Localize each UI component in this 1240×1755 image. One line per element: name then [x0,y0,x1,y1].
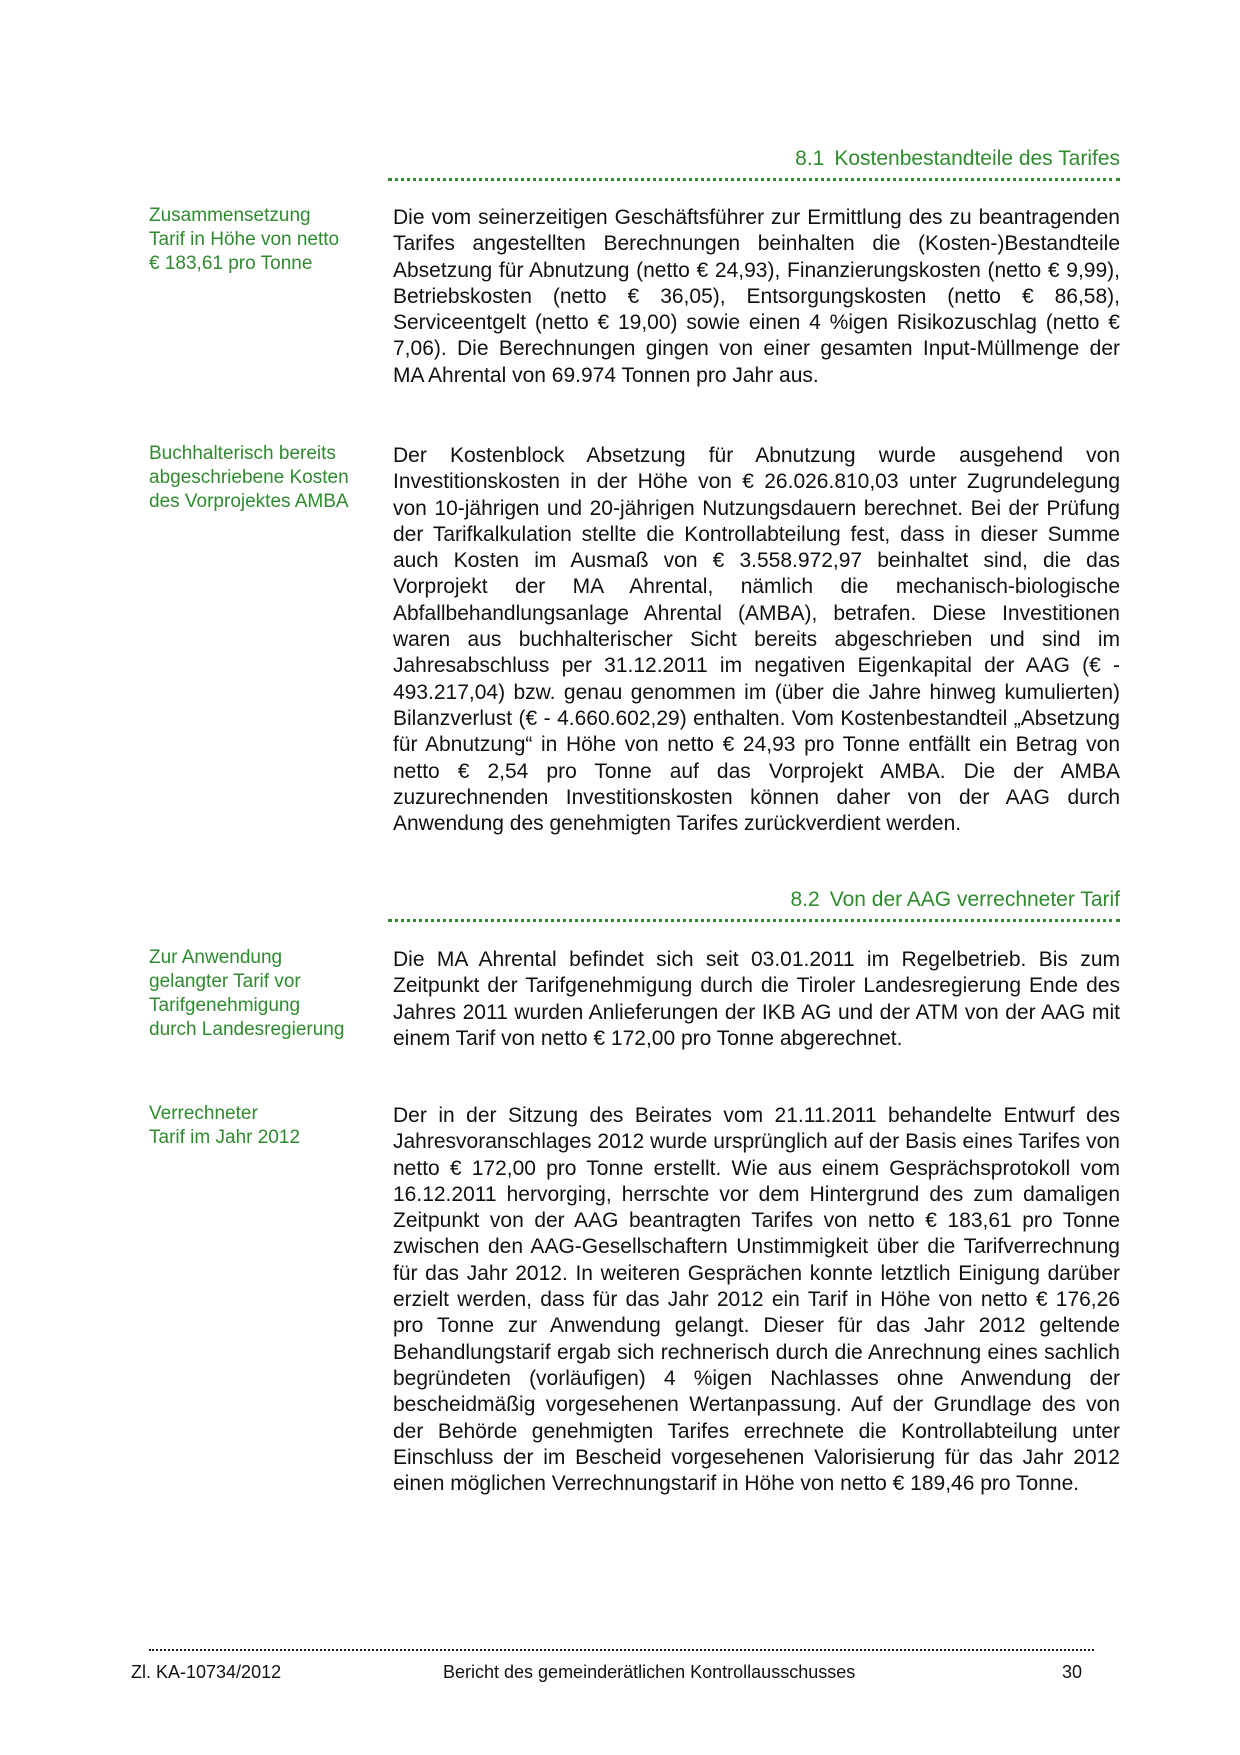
section-number: 8.2 [790,888,820,911]
margin-note-tariff-2012 [149,1102,379,1150]
paragraph-tariff-2012: Der in der Sitzung des Beirates vom 21.11.2011 behandelte Entwurf des Jahresvoranschlages 2012 wurde ursprünglich auf der Basis eines Tarifes von netto € 172,00 pro Tonne erstellt. Wie aus einem Gesprächsprotokoll vom 16.12.2011 hervorging, herrschte vor dem Hintergrund des zum damaligen Zeitpunkt von der AAG beantragten Tarifes von netto € 183,61 pro Tonne zwischen den AAG-Gesellschaftern Unstimmigkeit über die Tarifverrechnung für das Jahr 2012. In weiteren Gesprächen konnte letztlich Einigung darüber erzielt werden, dass für das Jahr 2012 ein Tarif in Höhe von netto € 176,26 pro Tonne zur Anwendung gelangt. Dieser für das Jahr 2012 geltende Behandlungstarif ergab sich rechnerisch durch die Anrechnung eines sachlich begründeten (vorläufigen) 4 %igen Nachlasses ohne Anwendung der bescheidmäßig vorgesehenen Wertanpassung. Auf der Grundlage des von der Behörde genehmigten Tarifes errechnete die Kontrollabteilung unter Einschluss der im Bescheid vorgesehenen Valorisierung für das Jahr 2012 einen möglichen Verrechnungstarif in Höhe von netto € 189,46 pro Tonne. [393,1104,1120,1496]
paragraph-depreciation: Der Kostenblock Absetzung für Abnutzung wurde ausgehend von Investitionskosten in der Höhe von € 26.026.810,03 unter Zugrundelegung von 10-jährigen und 20-jährigen Nutzungsdauern berechnet. Bei der Prüfung der Tarifkalkulation stellte die Kontrollabteilung fest, dass in dieser Summe auch Kosten im Ausmaß von € 3.558.972,97 beinhaltet sind, die das Vorprojekt der MA Ahrental, nämlich die mechanisch-biologische Abfallbehandlungsanlage Ahrental (AMBA), betrafen. Diese Investitionen waren aus buchhalterischer Sicht bereits abgeschrieben und sind im Jahresabschluss per 31.12.2011 im negativen Eigenkapital der AAG (€ - 493.217,04) bzw. genau genommen im (über die Jahre hinweg kumulierten) Bilanzverlust (€ - 4.660.602,29) enthalten. Vom Kostenbestandteil „Absetzung für Abnutzung“ in Höhe von netto € 24,93 pro Tonne entfällt ein Betrag von netto € 2,54 pro Tonne auf das Vorprojekt AMBA. Die der AMBA zuzurechnenden Investitionskosten können daher von der AAG durch Anwendung des genehmigten Tarifes zurückverdient werden. [393,444,1120,836]
footer-divider [149,1649,1094,1651]
margin-note-tariff-before-approval [149,946,379,1042]
margin-note-line: gelangter Tarif vor [149,971,301,992]
margin-note-line: Zur Anwendung [149,947,283,968]
margin-note-line: Buchhalterisch bereits [149,443,336,464]
margin-note-line: Tarif in Höhe von netto [149,229,340,250]
margin-note-line: des Vorprojektes AMBA [149,491,349,512]
margin-note-line: Tarifgenehmigung [149,995,301,1016]
margin-note-line: Tarif im Jahr 2012 [149,1127,301,1148]
margin-note-amba [149,442,379,514]
paragraph-regular-operation: Die MA Ahrental befindet sich seit 03.01.2011 im Regelbetrieb. Bis zum Zeitpunkt der Tarifgenehmigung durch die Tiroler Landesregierung Ende des Jahres 2011 wurden Anlieferungen der IKB AG und der ATM von der AAG mit einem Tarif von netto € 172,00 pro Tonne abgerechnet. [393,948,1120,1050]
paragraph-cost-components: Die vom seinerzeitigen Geschäftsführer zur Ermittlung des zu beantragenden Tarifes angestellten Berechnungen beinhalten die (Kosten-)Bestandteile Absetzung für Abnutzung (netto € 24,93), Finanzierungskosten (netto € 9,99), Betriebskosten (netto € 36,05), Entsorgungskosten (netto € 86,58), Serviceentgelt (netto € 19,00) sowie einen 4 %igen Risikozuschlag (netto € 7,06). Die Berechnungen gingen von einer gesamten Input-Müllmenge der MA Ahrental von 69.974 Tonnen pro Jahr aus. [393,206,1120,387]
page-number: 30 [1062,1662,1083,1682]
margin-note-composition [149,204,379,276]
margin-note-line: € 183,61 pro Tonne [149,253,313,274]
footer-report-title: Bericht des gemeinderätlichen Kontrollausschusses [443,1662,856,1682]
section-number: 8.1 [795,147,825,170]
footer-reference: Zl. KA-10734/2012 [131,1662,282,1682]
margin-note-line: Zusammensetzung [149,205,311,226]
margin-note-line: Verrechneter [149,1103,258,1124]
margin-note-line: durch Landesregierung [149,1019,345,1040]
section-title: Von der AAG verrechneter Tarif [829,888,1120,911]
section-heading-8-2 [388,887,1120,922]
section-title: Kostenbestandteile des Tarifes [834,147,1120,170]
margin-note-line: abgeschriebene Kosten [149,467,349,488]
section-heading-8-1 [388,146,1120,181]
